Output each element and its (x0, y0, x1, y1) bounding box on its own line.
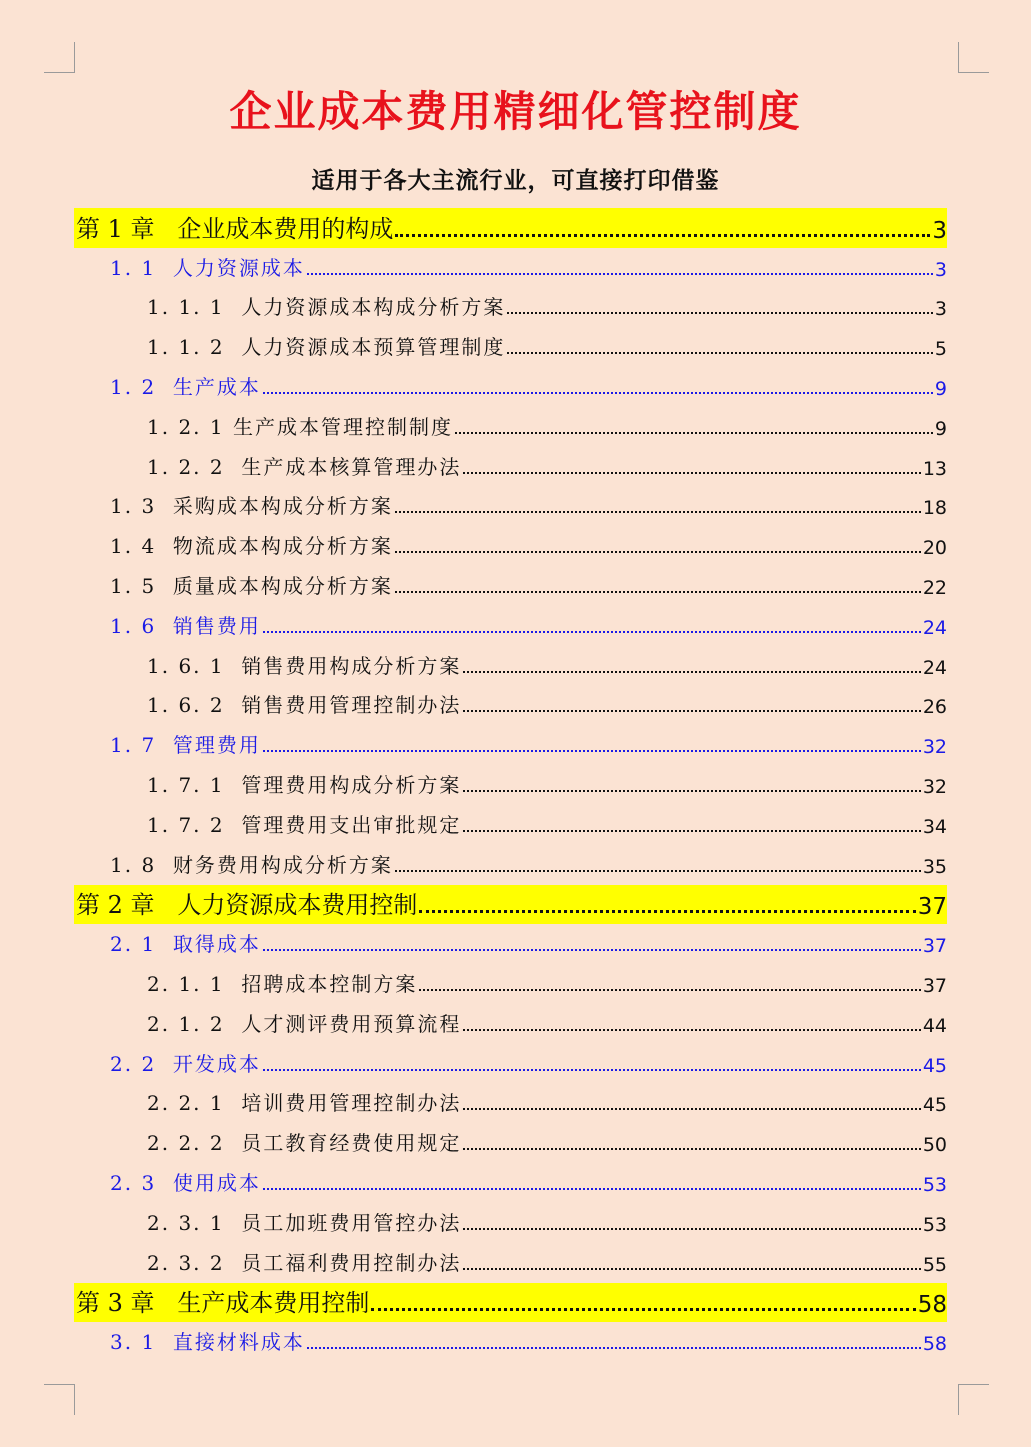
toc-page-number: 45 (922, 1094, 947, 1117)
toc-entry-label: 1. 1. 1 人力资源成本构成分析方案 (147, 295, 506, 320)
toc-entry-label: 1. 2. 1 生产成本管理控制制度 (147, 414, 453, 439)
toc-page-number: 55 (922, 1253, 947, 1276)
toc-section-entry[interactable] (74, 924, 947, 964)
toc-entry-label: 2. 2 开发成本 (110, 1051, 261, 1076)
toc-entry-label: 1. 6 销售费用 (110, 613, 261, 638)
toc-dot-leader (395, 870, 921, 872)
toc-dot-leader (395, 551, 921, 553)
toc-dot-leader (463, 1108, 920, 1110)
toc-subsection-entry[interactable] (74, 407, 947, 447)
toc-entry-label: 2. 3. 1 员工加班费用管控办法 (147, 1210, 462, 1235)
toc-entry-label: 2. 1. 1 招聘成本控制方案 (147, 971, 418, 996)
toc-entry-label: 2. 3 使用成本 (110, 1170, 261, 1195)
toc-section-entry[interactable] (74, 566, 947, 606)
toc-page-number: 58 (922, 1333, 947, 1356)
toc-chapter-entry[interactable] (74, 1283, 947, 1323)
toc-page-number: 53 (922, 1213, 947, 1236)
toc-entry-label: 2. 1. 2 人才测评费用预算流程 (147, 1011, 462, 1036)
toc-entry-label: 2. 2. 1 培训费用管理控制办法 (147, 1091, 462, 1116)
toc-subsection-entry[interactable] (74, 288, 947, 328)
toc-dot-leader (263, 1069, 921, 1071)
toc-chapter-entry[interactable] (74, 885, 947, 925)
toc-subsection-entry[interactable] (74, 1004, 947, 1044)
toc-dot-leader (263, 949, 921, 951)
toc-entry-label: 3. 1 直接材料成本 (110, 1330, 305, 1355)
toc-subsection-entry[interactable] (74, 805, 947, 845)
toc-section-entry[interactable] (74, 606, 947, 646)
toc-dot-leader (463, 1268, 920, 1270)
toc-page-number: 37 (917, 894, 947, 921)
toc-dot-leader (463, 472, 920, 474)
toc-subsection-entry[interactable] (74, 1243, 947, 1283)
toc-page-number: 50 (922, 1134, 947, 1157)
toc-page-number: 32 (922, 736, 947, 759)
toc-page-number: 3 (934, 258, 947, 281)
corner-mark-top-left (44, 42, 75, 73)
toc-page-number: 44 (922, 1014, 947, 1037)
toc-entry-label: 1. 1 人力资源成本 (110, 255, 305, 280)
toc-page-number: 35 (922, 855, 947, 878)
toc-dot-leader (395, 591, 921, 593)
toc-page-number: 20 (922, 537, 947, 560)
toc-subsection-entry[interactable] (74, 686, 947, 726)
toc-page-number: 3 (932, 217, 947, 244)
toc-page-number: 53 (922, 1173, 947, 1196)
toc-dot-leader (307, 1347, 921, 1349)
toc-dot-leader (395, 511, 921, 513)
toc-subsection-entry[interactable] (74, 1203, 947, 1243)
toc-page-number: 22 (922, 576, 947, 599)
toc-dot-leader (455, 432, 933, 434)
toc-section-entry[interactable] (74, 526, 947, 566)
toc-page-number: 58 (917, 1292, 947, 1319)
toc-entry-label: 1. 7. 1 管理费用构成分析方案 (147, 772, 462, 797)
toc-page-number: 9 (934, 377, 947, 400)
toc-section-entry[interactable] (74, 845, 947, 885)
toc-subsection-entry[interactable] (74, 447, 947, 487)
toc-dot-leader (463, 790, 920, 792)
corner-mark-bottom-left (44, 1384, 75, 1415)
toc-page-number: 37 (922, 974, 947, 997)
toc-dot-leader (307, 273, 933, 275)
toc-entry-label: 第 1 章 企业成本费用的构成 (76, 214, 394, 243)
toc-dot-leader (419, 989, 920, 991)
toc-dot-leader (507, 352, 933, 354)
toc-page-number: 3 (934, 298, 947, 321)
toc-entry-label: 1. 6. 2 销售费用管理控制办法 (147, 693, 462, 718)
toc-entry-label: 1. 2 生产成本 (110, 374, 261, 399)
toc-subsection-entry[interactable] (74, 765, 947, 805)
toc-entry-label: 1. 2. 2 生产成本核算管理办法 (147, 454, 462, 479)
toc-subsection-entry[interactable] (74, 1123, 947, 1163)
toc-entry-label: 1. 5 质量成本构成分析方案 (110, 573, 393, 598)
toc-dot-leader (463, 1029, 920, 1031)
toc-entry-label: 1. 7 管理费用 (110, 733, 261, 758)
toc-page-number: 18 (922, 497, 947, 520)
corner-mark-bottom-right (958, 1384, 989, 1415)
toc-page-number: 24 (922, 656, 947, 679)
toc-dot-leader (263, 750, 921, 752)
toc-dot-leader (507, 312, 933, 314)
toc-dot-leader (419, 910, 915, 913)
toc-dot-leader (263, 1188, 921, 1190)
toc-page-number: 9 (934, 417, 947, 440)
toc-section-entry[interactable] (74, 367, 947, 407)
toc-dot-leader (263, 631, 921, 633)
toc-entry-label: 1. 7. 2 管理费用支出审批规定 (147, 812, 462, 837)
toc-page-number: 37 (922, 935, 947, 958)
toc-section-entry[interactable] (74, 1163, 947, 1203)
toc-subsection-entry[interactable] (74, 1084, 947, 1124)
document-title: 企业成本费用精细化管控制度 (229, 87, 802, 136)
toc-entry-label: 1. 4 物流成本构成分析方案 (110, 534, 393, 559)
toc-page-number: 34 (922, 815, 947, 838)
toc-entry-label: 1. 6. 1 销售费用构成分析方案 (147, 653, 462, 678)
toc-page-number: 45 (922, 1054, 947, 1077)
toc-entry-label: 第 3 章 生产成本费用控制 (76, 1289, 370, 1318)
document-subtitle: 适用于各大主流行业，可直接打印借鉴 (311, 167, 720, 194)
toc-dot-leader (463, 1148, 920, 1150)
toc-subsection-entry[interactable] (74, 646, 947, 686)
toc-chapter-entry[interactable] (74, 208, 947, 248)
toc-page-number: 26 (922, 696, 947, 719)
corner-mark-top-right (958, 42, 989, 73)
toc-section-entry[interactable] (74, 725, 947, 765)
toc-page-number: 13 (922, 457, 947, 480)
toc-subsection-entry[interactable] (74, 327, 947, 367)
toc-dot-leader (463, 671, 920, 673)
table-of-contents (74, 208, 947, 1362)
toc-entry-label: 2. 1 取得成本 (110, 932, 261, 957)
toc-section-entry[interactable] (74, 1044, 947, 1084)
toc-entry-label: 1. 3 采购成本构成分析方案 (110, 494, 393, 519)
toc-dot-leader (395, 234, 930, 237)
toc-dot-leader (263, 392, 933, 394)
toc-entry-label: 1. 1. 2 人力资源成本预算管理制度 (147, 335, 506, 360)
toc-section-entry[interactable] (74, 1322, 947, 1362)
toc-entry-label: 2. 2. 2 员工教育经费使用规定 (147, 1131, 462, 1156)
toc-page-number: 24 (922, 616, 947, 639)
toc-entry-label: 第 2 章 人力资源成本费用控制 (76, 891, 418, 920)
toc-subsection-entry[interactable] (74, 964, 947, 1004)
toc-section-entry[interactable] (74, 248, 947, 288)
toc-dot-leader (463, 830, 920, 832)
toc-entry-label: 2. 3. 2 员工福利费用控制办法 (147, 1250, 462, 1275)
toc-section-entry[interactable] (74, 487, 947, 527)
toc-dot-leader (463, 710, 920, 712)
toc-entry-label: 1. 8 财务费用构成分析方案 (110, 852, 393, 877)
toc-dot-leader (371, 1308, 915, 1311)
toc-dot-leader (463, 1228, 920, 1230)
toc-page-number: 5 (934, 338, 947, 361)
toc-page-number: 32 (922, 775, 947, 798)
